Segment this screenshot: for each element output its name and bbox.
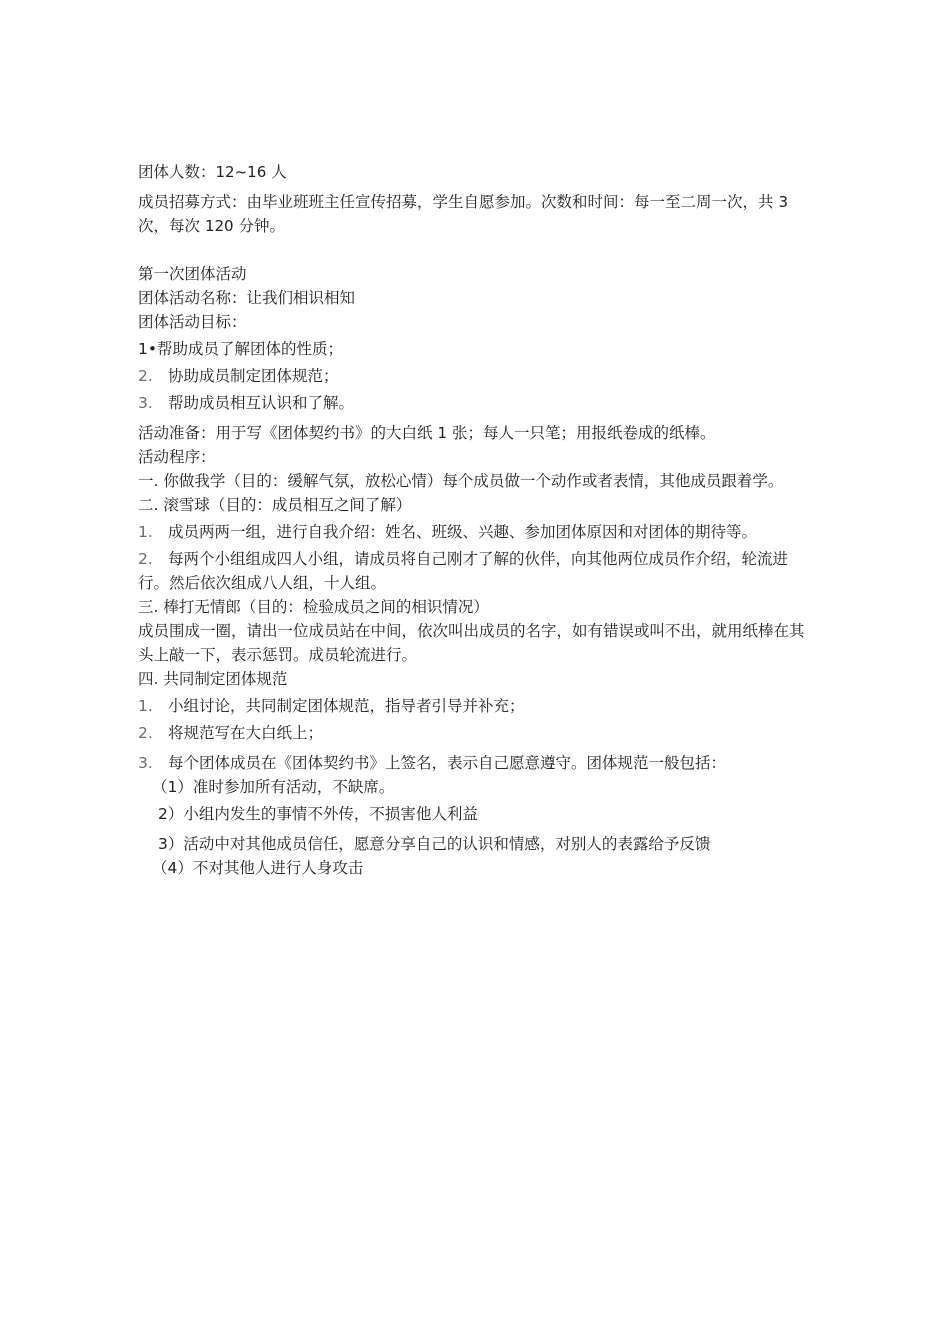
step-2-item-1 xyxy=(138,520,818,544)
goal-num-3: 3. xyxy=(138,394,153,412)
recruit-text-2: 次，每次 xyxy=(138,217,201,235)
goal-item-2 xyxy=(138,364,818,388)
group-size-unit: 人 xyxy=(271,163,287,181)
step-4-item-2 xyxy=(138,721,818,745)
step-4-item-3 xyxy=(138,751,818,775)
document-body xyxy=(138,160,818,880)
recruit-text-1: 成员招募方式：由毕业班班主任宣传招募，学生自愿参加。次数和时间：每一至二周一次，共 xyxy=(138,193,774,211)
prep-num: 1 xyxy=(437,424,447,442)
goal-num-2: 2. xyxy=(138,367,153,385)
step-2-num-2: 2. xyxy=(138,550,153,568)
step-2-item-2 xyxy=(138,547,818,595)
norm-item-3: 3）活动中对其他成员信任，愿意分享自己的认识和情感，对别人的表露给予反馈 xyxy=(158,835,711,853)
prep-text-1: 活动准备：用于写《团体契约书》的大白纸 xyxy=(138,424,433,442)
step-4-heading: 四. 共同制定团体规范 xyxy=(138,670,288,688)
step-3-text: 成员围成一圈，请出一位成员站在中间，依次叫出成员的名字，如有错误或叫不出，就用纸棒在其头上敲一下，表示惩罚。成员轮流进行。 xyxy=(138,622,805,664)
goal-item-3 xyxy=(138,391,818,415)
goal-text-2: 协助成员制定团体规范； xyxy=(168,367,339,385)
step-2-text-1: 成员两两一组，进行自我介绍：姓名、班级、兴趣、参加团体原因和对团体的期待等。 xyxy=(168,523,758,541)
group-size-label: 团体人数： xyxy=(138,163,216,181)
activity-goal-heading: 团体活动目标： xyxy=(138,313,247,331)
recruit-paragraph xyxy=(138,190,818,238)
step-4-text-1: 小组讨论，共同制定团体规范，指导者引导并补充； xyxy=(168,697,525,715)
recruit-minutes: 120 xyxy=(204,217,234,235)
step-2-text-2: 每两个小组组成四人小组，请成员将自己刚才了解的伙伴，向其他两位成员作介绍，轮流进行。然后依次组成八人组，十人组。 xyxy=(138,550,789,592)
norm-item-1: （1）准时参加所有活动，不缺席。 xyxy=(152,778,395,796)
step-2-heading: 二. 滚雪球（目的：成员相互之间了解） xyxy=(138,496,412,514)
step-3-heading: 三. 棒打无情郎（目的：检验成员之间的相识情况） xyxy=(138,598,489,616)
step-1: 一. 你做我学（目的：缓解气氛，放松心情）每个成员做一个动作或者表情，其他成员跟着学。 xyxy=(138,472,784,490)
norm-item-2: 2）小组内发生的事情不外传，不损害他人利益 xyxy=(158,805,478,823)
session-title: 第一次团体活动 xyxy=(138,265,247,283)
step-4-text-3: 每个团体成员在《团体契约书》上签名，表示自己愿意遵守。团体规范一般包括： xyxy=(168,754,727,772)
recruit-text-3: 分钟。 xyxy=(238,217,286,235)
activity-name: 团体活动名称：让我们相识相知 xyxy=(138,289,356,307)
group-size-value: 12~16 xyxy=(215,163,267,181)
step-4-text-2: 将规范写在大白纸上； xyxy=(168,724,324,742)
prep-line xyxy=(138,421,818,445)
group-size-line xyxy=(138,160,818,184)
step-2-num-1: 1. xyxy=(138,523,153,541)
prep-text-2: 张；每人一只笔；用报纸卷成的纸棒。 xyxy=(451,424,716,442)
procedure-heading: 活动程序： xyxy=(138,448,216,466)
goal-num-1: 1• xyxy=(138,340,158,358)
goal-text-1: 帮助成员了解团体的性质； xyxy=(157,340,344,358)
step-4-num-1: 1. xyxy=(138,697,153,715)
recruit-times: 3 xyxy=(778,193,788,211)
step-4-item-1 xyxy=(138,694,818,718)
step-4-num-3: 3. xyxy=(138,754,153,772)
norm-item-4: （4）不对其他人进行人身攻击 xyxy=(152,859,364,877)
step-4-num-2: 2. xyxy=(138,724,153,742)
goal-text-3: 帮助成员相互认识和了解。 xyxy=(168,394,355,412)
goal-item-1 xyxy=(138,337,818,361)
